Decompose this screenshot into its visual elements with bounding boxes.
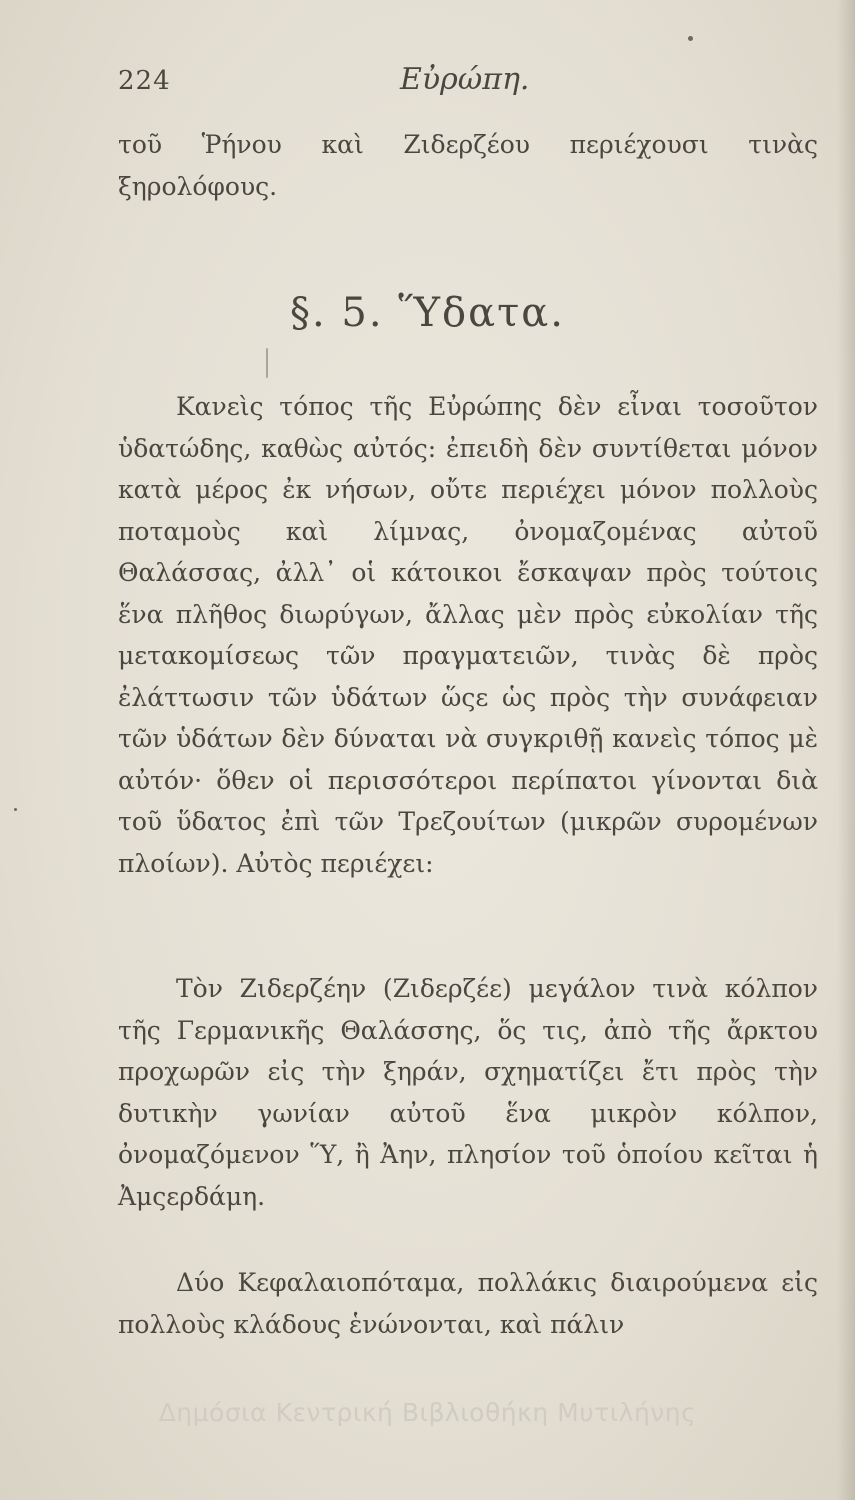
paragraph-3: Δύο Κεφαλαιοπόταμα, πολλάκις διαιρούμενα εἰς πολλοὺς κλάδους ἑνώνονται, καὶ πάλιν [118,1268,818,1339]
page-edge-shadow [837,0,855,1500]
paragraph-2: Τὸν Ζιδερζέην (Ζιδερζέε) μεγάλον τινὰ κόλπον τῆς Γερμανικῆς Θαλάσσης, ὅς τις, ἀπὸ τῆς ἄρκτου προχωρῶν εἰς τὴν ξηράν, σχηματίζει ἔτι πρὸς τὴν δυτικὴν γωνίαν αὐτοῦ ἕνα μικρὸν κόλπον, ὀνομαζόμενον Ὕ, ἢ Ἀην, πλησίον τοῦ ὁποίου κεῖται ἡ Ἀμςερδάμη. [118,974,818,1211]
section-heading: §. 5. Ὕδατα. [289,290,565,336]
fold-mark [266,348,268,378]
paragraph-3-block [118,1262,818,1345]
paragraph-1-block [118,386,818,884]
paragraph-2-block [118,968,818,1217]
dust-speck [688,36,693,41]
running-title: Εὐρώπη. [400,62,530,97]
page-number: 224 [118,66,171,96]
continuation-text [118,124,818,207]
continuation-paragraph: τοῦ Ῥήνου καὶ Ζιδερζέου περιέχουσι τινὰς ξηρολόφους. [118,130,818,201]
library-watermark: Δημόσια Κεντρική Βιβλιοθήκη Μυτιλήνης [158,1398,697,1427]
dust-speck [14,808,17,811]
paragraph-1: Κανεὶς τόπος τῆς Εὐρώπης δὲν εἶναι τοσοῦτον ὑδατώδης, καθὼς αὐτός: ἐπειδὴ δὲν συντίθεται μόνον κατὰ μέρος ἐκ νήσων, οὔτε περιέχει μόνον πολλοὺς ποταμοὺς καὶ λίμνας, ὀνομαζομένας αὐτοῦ Θαλάσσας, ἀλλ᾽ οἱ κάτοικοι ἔσκαψαν πρὸς τούτοις ἕνα πλῆθος διωρύγων, ἄλλας μὲν πρὸς εὐκολίαν τῆς μετακομίσεως τῶν πραγματειῶν, τινὰς δὲ πρὸς ἐλάττωσιν τῶν ὑδάτων ὥςε ὡς πρὸς τὴν συνάφειαν τῶν ὑδάτων δὲν δύναται νὰ συγκριθῇ κανεὶς τόπος μὲ αὐτόν· ὅθεν οἱ περισσότεροι περίπατοι γίνονται διὰ τοῦ ὕδατος ἐπὶ τῶν Τρεζουίτων (μικρῶν συρομένων πλοίων). Αὐτὸς περιέχει: [118,392,818,878]
